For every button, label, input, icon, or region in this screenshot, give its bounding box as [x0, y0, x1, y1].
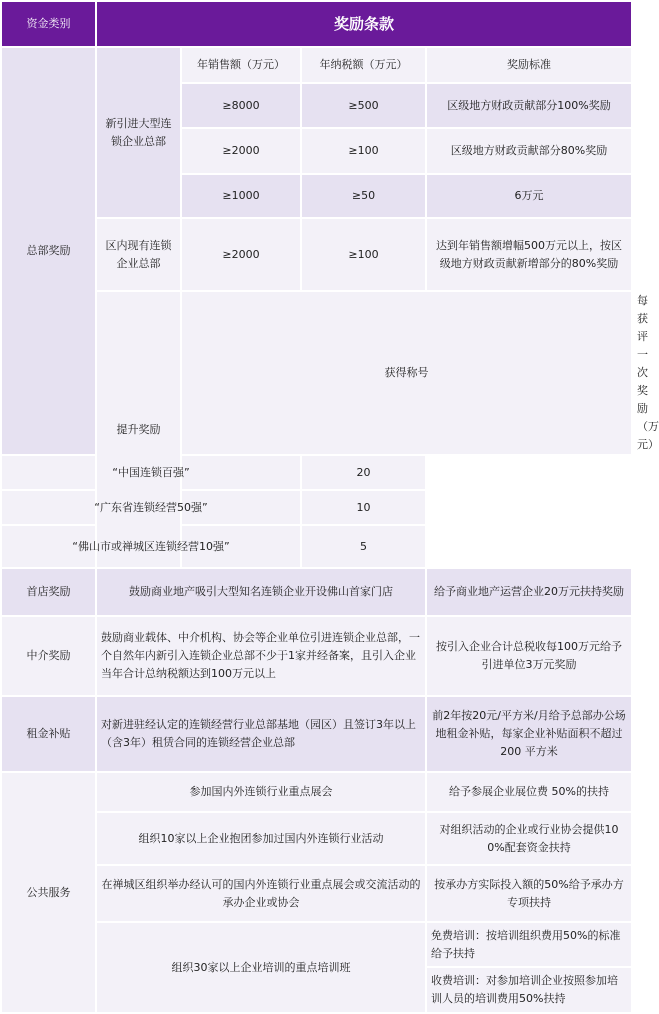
- promotion-title: “中国连锁百强”: [1, 455, 301, 490]
- hq-row-standard: 6万元: [426, 174, 632, 218]
- promotion-reward: 20: [301, 455, 426, 490]
- promotion-title: “佛山市或禅城区连锁经营10强”: [1, 525, 301, 568]
- public-training-free: 免费培训：按培训组织费用50%的标准给予扶持: [426, 922, 632, 967]
- hq-existing-tax: ≥100: [301, 218, 426, 291]
- category-rent: 租金补贴: [1, 696, 96, 772]
- category-public: 公共服务: [1, 772, 96, 1013]
- promotion-reward: 10: [301, 490, 426, 525]
- agency-condition: 鼓励商业载体、中介机构、协会等企业单位引进连锁企业总部，一个自然年内新引入连锁企业总部不少于1家并经备案，且引入企业当年合计总纳税额达到100万元以上: [96, 616, 426, 696]
- category-promotion: 提升奖励: [96, 291, 181, 568]
- rent-reward: 前2年按20元/平方米/月给予总部办公场地租金补贴，每家企业补贴面积不超过 200 平方米: [426, 696, 632, 772]
- hq-col-standard: 奖励标准: [426, 47, 632, 83]
- public-reward: 对组织活动的企业或行业协会提供100%配套资金扶持: [426, 812, 632, 865]
- hq-existing-sales: ≥2000: [181, 218, 301, 291]
- hq-existing-standard: 达到年销售额增幅500万元以上，按区级地方财政贡献新增部分的80%奖励: [426, 218, 632, 291]
- category-hq: 总部奖励: [1, 47, 96, 455]
- hq-row-tax: ≥50: [301, 174, 426, 218]
- hq-row-sales: ≥2000: [181, 128, 301, 174]
- promotion-reward: 5: [301, 525, 426, 568]
- public-reward: 按承办方实际投入额的50%给予承办方专项扶持: [426, 865, 632, 922]
- hq-row-tax: ≥500: [301, 83, 426, 128]
- public-condition: 参加国内外连锁行业重点展会: [96, 772, 426, 812]
- hq-row-tax: ≥100: [301, 128, 426, 174]
- rent-condition: 对新进驻经认定的连锁经营行业总部基地（园区）且签订3年以上（含3年）租赁合同的连锁经营企业总部: [96, 696, 426, 772]
- promotion-title: “广东省连锁经营50强”: [1, 490, 301, 525]
- promotion-col-title: 获得称号: [181, 291, 632, 455]
- category-first-store: 首店奖励: [1, 568, 96, 616]
- agency-reward: 按引入企业合计总税收每100万元给予引进单位3万元奖励: [426, 616, 632, 696]
- hq-row-sales: ≥1000: [181, 174, 301, 218]
- first-store-condition: 鼓励商业地产吸引大型知名连锁企业开设佛山首家门店: [96, 568, 426, 616]
- first-store-reward: 给予商业地产运营企业20万元扶持奖励: [426, 568, 632, 616]
- hq-col-tax: 年纳税额（万元）: [301, 47, 426, 83]
- hq-row-standard: 区级地方财政贡献部分100%奖励: [426, 83, 632, 128]
- public-condition: 在禅城区组织举办经认可的国内外连锁行业重点展会或交流活动的承办企业或协会: [96, 865, 426, 922]
- header-terms: 奖励条款: [96, 1, 632, 47]
- public-condition: 组织10家以上企业抱团参加过国内外连锁行业活动: [96, 812, 426, 865]
- category-agency: 中介奖励: [1, 616, 96, 696]
- hq-row-sales: ≥8000: [181, 83, 301, 128]
- incentive-table: 资金类别 奖励条款 总部奖励 新引进大型连锁企业总部 年销售额（万元） 年纳税额（万元） 奖励标准 ≥8000 ≥500 区级地方财政贡献部分100%奖励 ≥2000 ≥100 区级地方财政贡献部分80%奖励 ≥1000 ≥50 6万元 区内现有连锁企业总部 ≥2000 ≥100 达到年销售额增幅500万元以上，按区级地方财政贡献新增部分的80%奖励 提升奖励 获得称号 每获评一次 奖励（万元） “中国连锁百强” 20 “广东省连锁经营50强” 10 “佛山市或禅城区连锁经营10强” 5 首店奖励 鼓励商业地产吸引大型知名连锁企业开设佛山首家门店 给予商业地产运营企业20万元扶持奖励 中介奖励 鼓励商业载体、中介机构、协会等企业单位引进连锁企业总部，一个自然年内新引入连锁企业总部不少于1家并经备案，且引入企业当年合计总纳税额达到100万元以上 按引入企业合计总税收每100万元给予引进单位3万元奖励 租金补贴 对新进驻经认定的连锁经营行业总部基地（园区）且签订3年以上（含3年）租赁合同的连锁经营企业总部 前2年按20元/平方米/月给予总部办公场地租金补贴，每家企业补贴面积不超过 200 平方米 公共服务 参加国内外连锁行业重点展会 给予参展企业展位费 50%的扶持 组织10家以上企业抱团参加过国内外连锁行业活动 对组织活动的企业或行业协会提供100%配套资金扶持 在禅城区组织举办经认可的国内外连锁行业重点展会或交流活动的承办企业或协会 按承办方实际投入额的50%给予承办方专项扶持 组织30家以上企业培训的重点培训班 免费培训：按培训组织费用50%的标准给予扶持 收费培训：对参加培训企业按照参加培训人员的培训费用50%扶持: [0, 0, 633, 1014]
- public-training-condition: 组织30家以上企业培训的重点培训班: [96, 922, 426, 1013]
- hq-col-sales: 年销售额（万元）: [181, 47, 301, 83]
- hq-row-standard: 区级地方财政贡献部分80%奖励: [426, 128, 632, 174]
- public-reward: 给予参展企业展位费 50%的扶持: [426, 772, 632, 812]
- public-training-paid: 收费培训：对参加培训企业按照参加培训人员的培训费用50%扶持: [426, 967, 632, 1013]
- hq-new-label: 新引进大型连锁企业总部: [96, 47, 181, 218]
- header-category: 资金类别: [1, 1, 96, 47]
- hq-existing-label: 区内现有连锁企业总部: [96, 218, 181, 291]
